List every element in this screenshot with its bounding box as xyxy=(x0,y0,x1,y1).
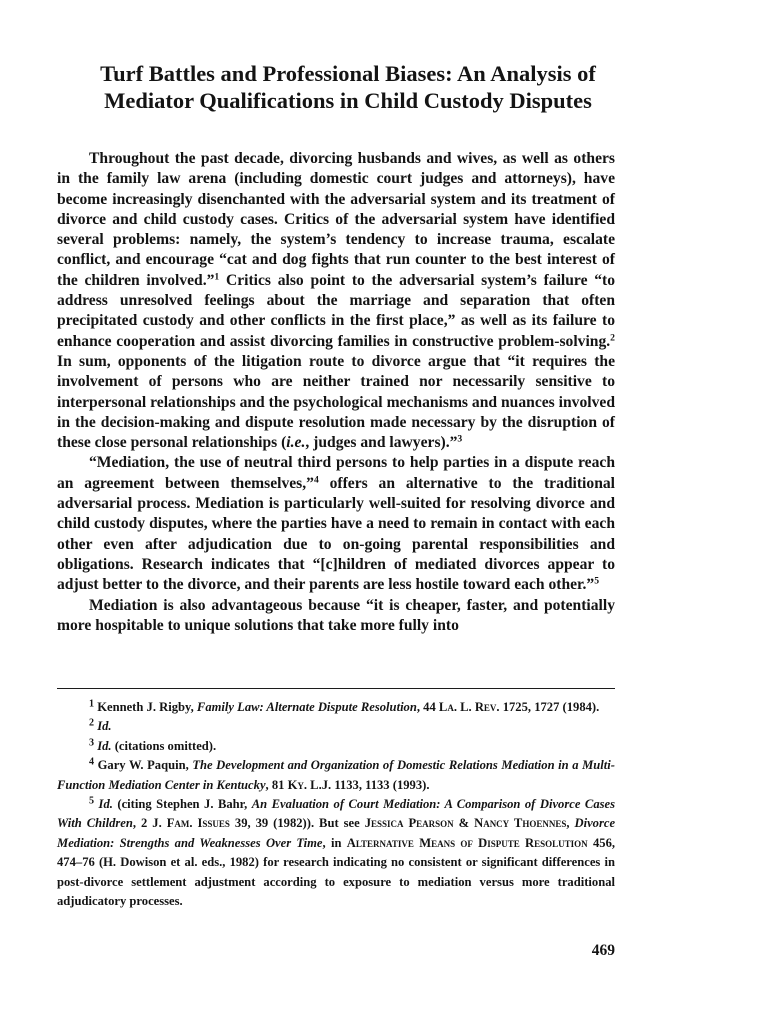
page-number: 469 xyxy=(591,942,615,959)
small-caps-text: Jessica Pearson & Nancy Thoennes xyxy=(364,816,567,831)
text-run: Kenneth J. Rigby, xyxy=(94,700,197,714)
italic-text: The Development and Organization of Domestic Relations Mediation in a Multi-Function Mediation Center in Kentucky xyxy=(57,758,615,792)
footnote xyxy=(57,795,615,911)
body-paragraph xyxy=(57,453,615,595)
footnote-ref: 1 xyxy=(89,698,95,710)
body-paragraph xyxy=(57,596,615,637)
italic-text: An Evaluation of Court Mediation: A Comparison of Divorce Cases With Children xyxy=(57,797,616,831)
text-run: (citing Stephen J. Bahr, xyxy=(112,797,252,812)
text-run: , xyxy=(566,816,575,831)
small-caps-text: La. L. Rev. xyxy=(438,700,500,714)
text-run: Gary W. Paquin, xyxy=(94,758,193,773)
text-run: 456, 474–76 (H. Dowison et al. eds., 1982) for research indicating no consistent or significant differences in post-divorce settlement adjustment according to exposure to mediation versus more traditional adjudicatory processes. xyxy=(57,835,616,909)
footnote-ref: 2 xyxy=(89,717,95,729)
footnote-ref: 2 xyxy=(610,332,615,344)
text-run: Critics also point to the adversarial system’s failure “to address unresolved feelings about the marriage and separation that often precipitated custody and other conflicts in the first place,” as well as its failure to enhance cooperation and assist divorcing families in constructive problem-solving. xyxy=(57,271,615,350)
text-run: 1725, 1727 (1984). xyxy=(499,700,600,714)
text-run: (citations omitted). xyxy=(111,738,217,753)
footnote-ref: 4 xyxy=(89,756,95,768)
body-paragraph xyxy=(57,149,615,453)
text-run: , judges and lawyers).” xyxy=(305,434,458,452)
footnote xyxy=(57,717,615,736)
footnote-divider xyxy=(57,688,615,689)
italic-text: Divorce Mediation: Strengths and Weaknesses Over Time xyxy=(57,816,616,850)
text-run: Throughout the past decade, divorcing husbands and wives, as well as others in the family law arena (including domestic court judges and attorneys), have become increasingly disenchanted with the adversarial system and its treatment of divorce and child custody cases. Critics of the adversarial system have identified several problems: namely, the system’s tendency to increase trauma, escalate conflict, and encourage “cat and dog fights that run counter to the best interest of the children involved.” xyxy=(57,150,615,289)
footnote xyxy=(57,698,615,717)
italic-text: Id. xyxy=(98,797,113,812)
footnote-ref: 3 xyxy=(89,737,95,749)
article-body xyxy=(57,149,615,636)
small-caps-text: Alternative Means of Dispute Resolution xyxy=(346,835,588,850)
text-run: 1133, 1133 (1993). xyxy=(331,777,430,792)
small-caps-text: Ky. L.J. xyxy=(287,777,332,792)
text-run: , 81 xyxy=(265,777,288,792)
italic-text: i.e. xyxy=(286,434,306,452)
text-run: , in xyxy=(322,835,347,850)
footnote-ref: 1 xyxy=(214,271,220,283)
article-title: Turf Battles and Professional Biases: An Analysis of Mediator Qualifications in Child Custody Disputes xyxy=(100,61,596,113)
italic-text: Id. xyxy=(97,719,112,734)
small-caps-text: Fam. Issues xyxy=(166,816,230,831)
italic-text: Family Law: Alternate Dispute Resolution xyxy=(196,700,417,714)
text-run: , 44 xyxy=(416,700,439,714)
footnote-ref: 5 xyxy=(594,575,600,587)
footnote xyxy=(57,737,615,756)
text-run: 39, 39 (1982)). But see xyxy=(229,816,365,831)
text-run: Mediation is also advantageous because “it is cheaper, faster, and potentially more hospitable to unique solutions that take more fully into xyxy=(57,596,615,634)
text-run: In sum, opponents of the litigation route to divorce argue that “it requires the involvement of persons who are neither trained nor necessarily sensitive to interpersonal relationships and the psychological mechanisms and nuances involved in the decision-making and dispute resolution made necessary by the disruption of these close personal relationships ( xyxy=(57,352,615,452)
text-run: offers an alternative to the traditional adversarial process. Mediation is particularly well-suited for resolving divorce and child custody disputes, where the parties have a need to remain in contact with each other even after adjudication due to on-going parental responsibilities and obligations. Research indicates that “[c]hildren of mediated divorces appear to adjust better to the divorce, and their parents are less hostile toward each other.” xyxy=(57,474,615,594)
italic-text: Id. xyxy=(97,738,112,753)
footnote-ref: 3 xyxy=(457,433,463,445)
text-run: “Mediation, the use of neutral third persons to help parties in a dispute reach an agreement between themselves,” xyxy=(57,454,615,492)
text-run: , 2 J. xyxy=(132,816,167,831)
footnote xyxy=(57,756,615,795)
footnote-ref: 4 xyxy=(313,474,319,486)
footnote-ref: 5 xyxy=(89,795,95,807)
footnotes xyxy=(57,698,615,911)
